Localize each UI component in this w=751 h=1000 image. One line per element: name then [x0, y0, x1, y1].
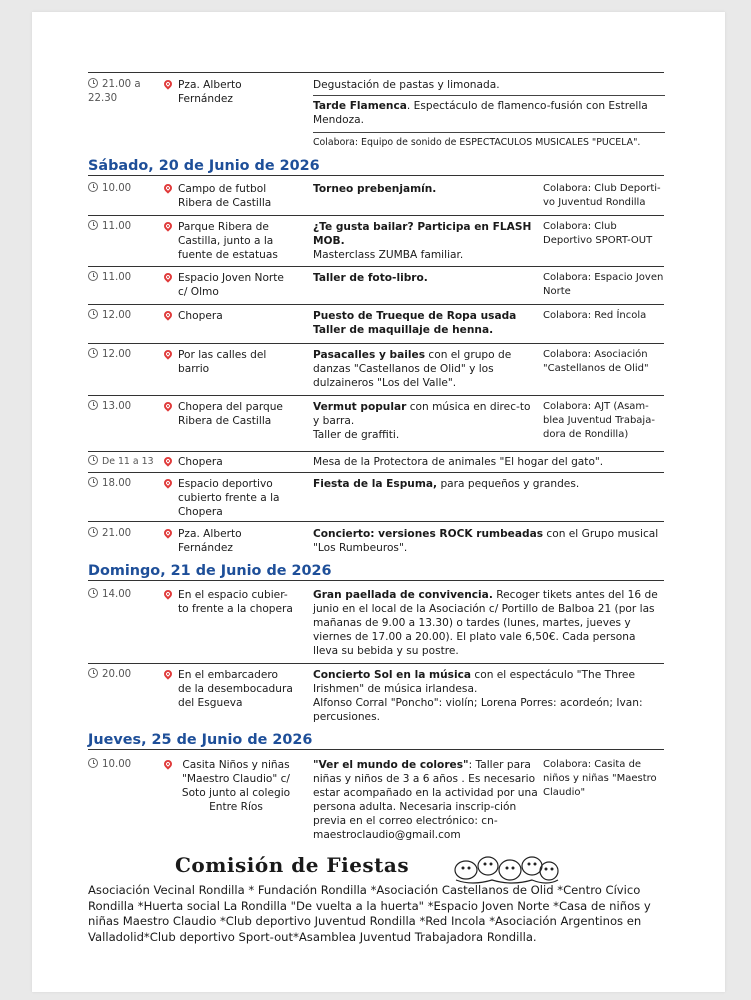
event-time — [88, 220, 160, 234]
event-description — [313, 758, 539, 842]
event-time — [88, 588, 160, 602]
event-place — [164, 400, 294, 428]
clock-icon — [88, 477, 98, 487]
event-time — [88, 309, 160, 323]
event-description — [313, 588, 663, 658]
event-place — [164, 668, 294, 710]
event-time — [88, 668, 160, 682]
place-text: Casita Niños y niñas "Maestro Claudio" c/ Soto junto al colegio Entre Ríos — [181, 759, 291, 813]
event-row — [88, 72, 664, 151]
event-detail: con música en direc-to y barra. — [313, 401, 531, 427]
event-highlight: Fiesta de la Espuma, — [313, 478, 438, 490]
event-row — [88, 304, 664, 343]
clock-icon — [88, 78, 98, 88]
clock-icon — [88, 220, 98, 230]
event-highlight: Taller de foto-libro. — [313, 272, 428, 284]
clock-icon — [88, 400, 98, 410]
time-text: 14.00 — [102, 589, 132, 600]
event-collab: Colabora: Red Íncola — [543, 310, 647, 321]
footer-title: Comisión de Fiestas — [175, 853, 410, 877]
event-row — [88, 756, 664, 846]
event-collab: Colabora: Club Deportivo SPORT-OUT — [543, 221, 653, 246]
event-description — [313, 182, 539, 196]
clock-icon — [88, 309, 98, 319]
event-highlight: Taller de maquillaje de henna. — [313, 324, 494, 336]
event-detail: . Espectáculo de flamenco-fusión con Estrella Mendoza. — [313, 100, 648, 126]
event-highlight: Tarde Flamenca — [313, 100, 407, 112]
time-text: 20.00 — [102, 669, 132, 680]
event-highlight: "Ver el mundo de colores" — [313, 759, 469, 771]
event-highlight: Torneo prebenjamín. — [313, 183, 437, 195]
event-time — [88, 477, 160, 491]
event-collab: Colabora: Asociación "Castellanos de Olid" — [543, 349, 649, 374]
time-text: 13.00 — [102, 401, 132, 412]
place-text: Espacio Joven Norte c/ Olmo — [178, 272, 284, 298]
event-row — [88, 266, 664, 303]
event-row — [88, 215, 664, 266]
event-time — [88, 758, 160, 772]
event-detail: con el grupo de danzas "Castellanos de Olid" y los dulzaineros "Los del Valle". — [313, 349, 512, 389]
event-place — [164, 588, 294, 616]
time-text: 10.00 — [102, 759, 132, 770]
event-detail: para pequeños y grandes. — [437, 478, 580, 490]
event-collab: Colabora: AJT (Asam-blea Juventud Trabaja-dora de Rondilla) — [543, 401, 655, 440]
event-place — [164, 758, 294, 814]
clock-icon — [88, 588, 98, 598]
divider — [313, 95, 665, 96]
event-collab: Colabora: Casita de niños y niñas "Maestro Claudio" — [543, 759, 657, 798]
event-detail: con el Grupo musical "Los Rumbeuros". — [313, 528, 659, 554]
place-text: Parque Ribera de Castilla, junto a la fuente de estatuas — [178, 221, 278, 261]
event-description: Degustación de pastas y limonada. — [313, 79, 500, 91]
day-heading-thursday: Jueves, 25 de Junio de 2026 — [88, 732, 664, 750]
event-description — [313, 99, 663, 127]
event-row — [88, 472, 664, 521]
event-collab: Colabora: Equipo de sonido de ESPECTACULOS MUSICALES "PUCELA". — [313, 137, 641, 148]
event-row — [88, 180, 664, 214]
event-collab: Colabora: Club Deporti-vo Juventud Rondilla — [543, 183, 661, 208]
event-place — [164, 309, 294, 323]
event-detail: Recoger tikets antes del 16 de junio en el local de la Asociación c/ Portillo de Balboa 21 (por las mañanas de 9.00 a 13.30) o tardes (lunes, martes, jueves y viernes de 17.00 a 20.00). El plato vale 6,50€. Cada persona lleva su bebida y su postre. — [313, 589, 658, 657]
time-text: 12.00 — [102, 349, 132, 360]
time-text: 21.00 a 22.30 — [88, 79, 141, 104]
day-heading-saturday: Sábado, 20 de Junio de 2026 — [88, 158, 664, 176]
place-text: Pza. Alberto Fernández — [178, 79, 242, 105]
event-detail: Alfonso Corral "Poncho": violín; Lorena Porres: acordeón; Ivan: percusiones. — [313, 697, 643, 723]
place-text: Chopera — [178, 456, 223, 468]
place-text: Pza. Alberto Fernández — [178, 528, 242, 554]
event-highlight: Puesto de Trueque de Ropa usada — [313, 310, 517, 322]
event-highlight: Concierto: versiones ROCK rumbeadas — [313, 528, 544, 540]
event-highlight: Gran paellada de convivencia. — [313, 589, 493, 601]
time-text: 12.00 — [102, 310, 132, 321]
event-description — [313, 309, 539, 337]
clock-icon — [88, 668, 98, 678]
event-description — [313, 220, 539, 262]
time-text: 18.00 — [102, 478, 132, 489]
event-place — [164, 271, 294, 299]
event-description — [313, 348, 539, 390]
time-text: 11.00 — [102, 221, 132, 232]
event-time — [88, 182, 160, 196]
event-detail: Mesa de la Protectora de animales "El hogar del gato". — [313, 456, 604, 468]
event-description — [313, 668, 663, 724]
event-description — [313, 527, 663, 555]
event-highlight: Vermut popular — [313, 401, 407, 413]
event-time — [88, 527, 160, 541]
footer-organizations: Asociación Vecinal Rondilla * Fundación Rondilla *Asociación Castellanos de Olid *Centro Cívico Rondilla *Huerta social La Rondilla "De vuelta a la huerta" *Espacio Joven Norte *Casa de niños y niñas Maestro Claudio *Club deportivo Juventud Rondilla *Red Incola *Asociación Argentinos en Valladolid*Club deportivo Sport-out*Asamblea Juventud Trabajadora Rondilla. — [88, 883, 651, 944]
event-row — [88, 521, 664, 560]
event-time — [88, 78, 160, 106]
event-time — [88, 455, 160, 469]
event-description — [313, 455, 663, 469]
place-text: Campo de futbol Ribera de Castilla — [178, 183, 272, 209]
event-time — [88, 271, 160, 285]
event-description — [313, 477, 663, 491]
time-text: 11.00 — [102, 272, 132, 283]
clock-icon — [88, 271, 98, 281]
time-text: 10.00 — [102, 183, 132, 194]
time-text: De 11 a 13 — [102, 456, 154, 467]
clock-icon — [88, 758, 98, 768]
event-highlight: ¿Te gusta bailar? Participa en FLASH MOB. — [313, 221, 532, 247]
day-heading-sunday: Domingo, 21 de Junio de 2026 — [88, 563, 664, 581]
event-highlight: Pasacalles y bailes — [313, 349, 426, 361]
place-text: Chopera del parque Ribera de Castilla — [178, 401, 283, 427]
event-place — [164, 527, 294, 555]
event-detail: con el espectáculo "The Three Irishmen" de música irlandesa. — [313, 669, 635, 695]
event-time — [88, 348, 160, 362]
place-text: Espacio deportivo cubierto frente a la Chopera — [178, 478, 280, 518]
event-row — [88, 451, 664, 472]
event-place — [164, 182, 294, 210]
clock-icon — [88, 455, 98, 465]
event-description — [313, 400, 539, 442]
event-row — [88, 395, 664, 451]
divider — [313, 132, 665, 133]
event-place — [164, 477, 294, 519]
event-place — [164, 348, 294, 376]
event-row — [88, 586, 664, 662]
event-collab: Colabora: Espacio Joven Norte — [543, 272, 664, 297]
festival-logo-icon — [452, 852, 560, 886]
place-text: En el embarcadero de la desembocadura del Esgueva — [178, 669, 293, 709]
event-detail: Masterclass ZUMBA familiar. — [313, 249, 464, 261]
event-description — [313, 271, 539, 285]
event-time — [88, 400, 160, 414]
clock-icon — [88, 527, 98, 537]
place-text: En el espacio cubier-to frente a la chopera — [178, 589, 293, 615]
time-text: 21.00 — [102, 528, 132, 539]
event-place — [164, 455, 294, 469]
event-detail: Taller de graffiti. — [313, 429, 400, 441]
event-detail: : Taller para niñas y niños de 3 a 6 años . Es necesario estar acompañado en la actividad por una persona adulta. Necesaria inscrip-ción previa en el correo electrónico: cn-maestroclaudio@gmail.com — [313, 759, 538, 841]
event-row — [88, 343, 664, 395]
event-place — [164, 78, 294, 106]
clock-icon — [88, 348, 98, 358]
clock-icon — [88, 182, 98, 192]
event-highlight: Concierto Sol en la música — [313, 669, 472, 681]
event-row — [88, 663, 664, 728]
event-place — [164, 220, 294, 262]
place-text: Chopera — [178, 310, 223, 322]
place-text: Por las calles del barrio — [178, 349, 267, 375]
